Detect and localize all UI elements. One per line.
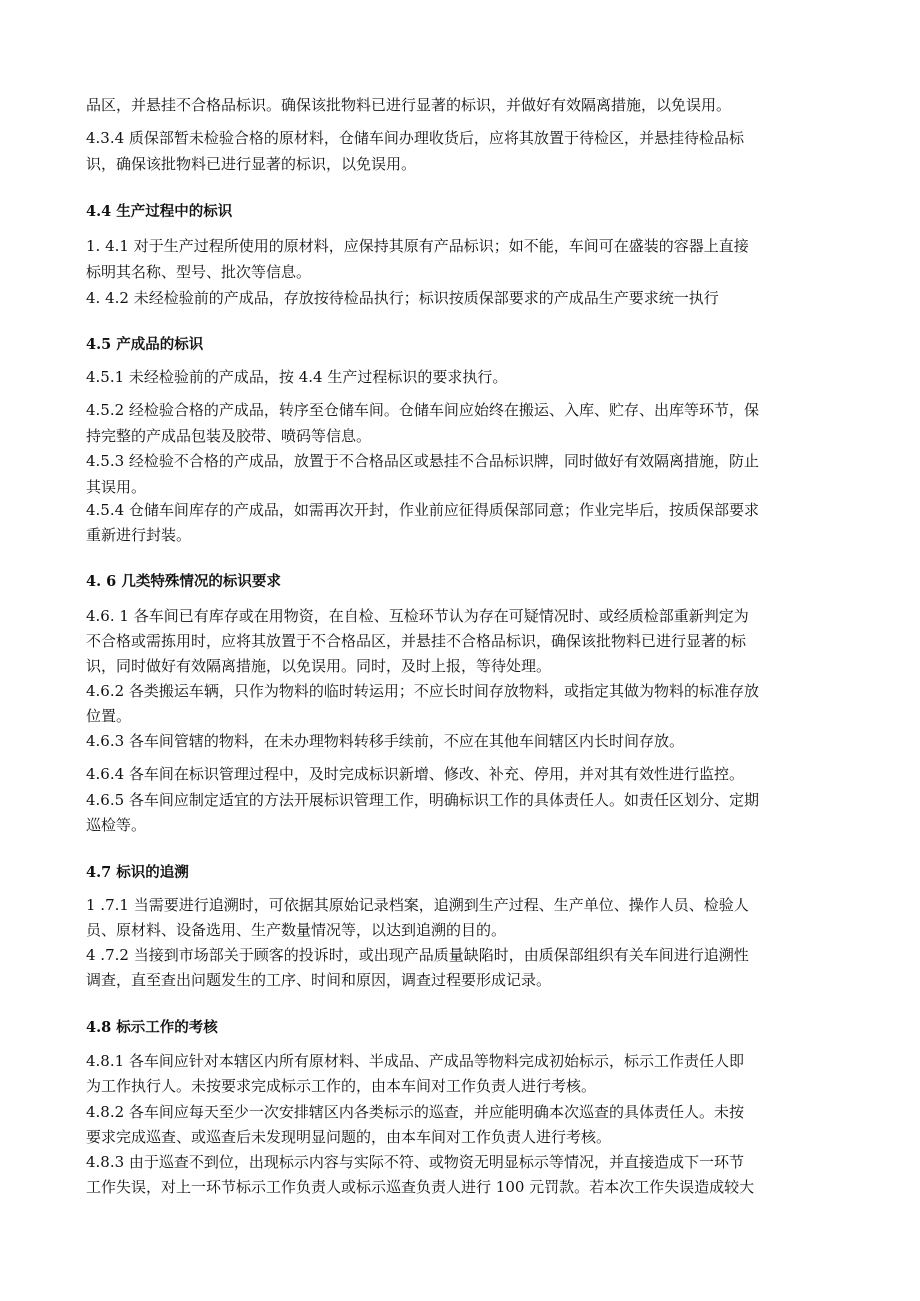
- text-line: 调查，直至查出问题发生的工序、时间和原因，调查过程要形成记录。: [86, 971, 552, 989]
- text-line: 4.6.3 各车间管辖的物料，在未办理物料转移手续前，不应在其他车间辖区内长时间存放。: [86, 732, 684, 750]
- section-heading-4-4: 4.4 生产过程中的标识: [86, 203, 233, 220]
- text-line: 1 .7.1 当需要进行追溯时，可依据其原始记录档案，追溯到生产过程、生产单位、操作人员、检验人: [86, 896, 749, 914]
- section-heading-4-5: 4.5 产成品的标识: [86, 336, 204, 353]
- text-line: 4.5.3 经检验不合格的产成品，放置于不合格品区或悬挂不合品标识牌，同时做好有效隔离措施，防止: [86, 452, 759, 470]
- text-line: 位置。: [86, 707, 132, 725]
- text-line: 要求完成巡查、或巡查后未发现明显问题的，由本车间对工作负责人进行考核。: [86, 1128, 612, 1146]
- text-line: 标明其名称、型号、批次等信息。: [86, 263, 312, 281]
- text-line: 4.6. 1 各车间已有库存或在用物资，在自检、互检环节认为存在可疑情况时、或经质检部重新判定为: [86, 607, 749, 625]
- text-line: 员、原材料、设备选用、生产数量情况等，以达到追溯的目的。: [86, 921, 507, 939]
- text-line: 4. 4.2 未经检验前的产成品，存放按待检品执行；标识按质保部要求的产成品生产要求统一执行: [86, 289, 719, 307]
- text-line: 巡检等。: [86, 816, 147, 834]
- text-line: 识，同时做好有效隔离措施，以免误用。同时，及时上报，等待处理。: [86, 657, 552, 675]
- text-line: 4.5.1 未经检验前的产成品，按 4.4 生产过程标识的要求执行。: [86, 368, 508, 386]
- text-line: 重新进行封装。: [86, 526, 192, 544]
- text-line: 工作失误，对上一环节标示工作负责人或标示巡查负责人进行 100 元罚款。若本次工作失误造成较大: [86, 1178, 755, 1196]
- text-line: 1. 4.1 对于生产过程所使用的原材料，应保持其原有产品标识；如不能，车间可在盛装的容器上直接: [86, 237, 749, 255]
- text-line: 4.6.4 各车间在标识管理过程中，及时完成标识新增、修改、补充、停用，并对其有效性进行监控。: [86, 765, 744, 783]
- text-line: 识，确保该批物料已进行显著的标识，以免误用。: [86, 155, 417, 173]
- text-line: 为工作执行人。未按要求完成标示工作的，由本车间对工作负责人进行考核。: [86, 1077, 597, 1095]
- text-line: 4.8.3 由于巡查不到位，出现标示内容与实际不符、或物资无明显标示等情况，并直接造成下一环节: [86, 1153, 744, 1171]
- text-line: 不合格或需拣用时，应将其放置于不合格品区，并悬挂不合格品标识，确保该批物料已进行显著的标: [86, 632, 747, 650]
- text-line: 4.8.2 各车间应每天至少一次安排辖区内各类标示的巡查，并应能明确本次巡查的具体责任人。未按: [86, 1103, 744, 1121]
- text-line: 4.6.5 各车间应制定适宜的方法开展标识管理工作，明确标识工作的具体责任人。如责任区划分、定期: [86, 791, 759, 809]
- section-heading-4-7: 4.7 标识的追溯: [86, 864, 189, 881]
- text-line: 4 .7.2 当接到市场部关于顾客的投诉时，或出现产品质量缺陷时，由质保部组织有关车间进行追溯性: [86, 946, 749, 964]
- text-line: 品区，并悬挂不合格品标识。确保该批物料已进行显著的标识，并做好有效隔离措施，以免误用。: [86, 96, 732, 114]
- text-line: 4.3.4 质保部暂未检验合格的原材料，仓储车间办理收货后，应将其放置于待检区，并悬挂待检品标: [86, 129, 744, 147]
- text-line: 持完整的产成品包装及胶带、喷码等信息。: [86, 427, 372, 445]
- section-heading-4-8: 4.8 标示工作的考核: [86, 1019, 218, 1036]
- text-line: 4.8.1 各车间应针对本辖区内所有原材料、半成品、产成品等物料完成初始标示，标示工作责任人即: [86, 1052, 744, 1070]
- text-line: 其误用。: [86, 478, 147, 496]
- section-heading-4-6: 4. 6 几类特殊情况的标识要求: [86, 573, 281, 590]
- text-line: 4.5.2 经检验合格的产成品，转序至仓储车间。仓储车间应始终在搬运、入库、贮存、出库等环节，保: [86, 401, 759, 419]
- text-line: 4.6.2 各类搬运车辆，只作为物料的临时转运用；不应长时间存放物料，或指定其做为物料的标准存放: [86, 682, 759, 700]
- text-line: 4.5.4 仓储车间库存的产成品，如需再次开封，作业前应征得质保部同意；作业完毕后，按质保部要求: [86, 501, 759, 519]
